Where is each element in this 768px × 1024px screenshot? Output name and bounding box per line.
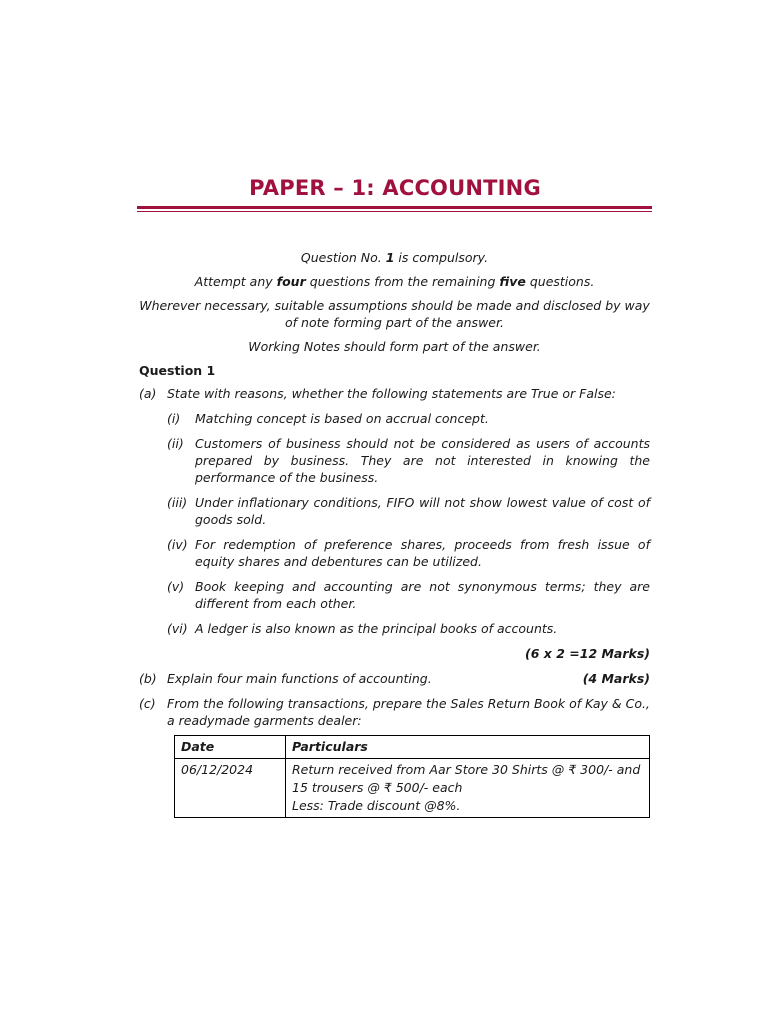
title-rule-thin bbox=[137, 211, 652, 212]
table-row bbox=[175, 759, 650, 818]
document-body bbox=[139, 249, 650, 818]
page-title: PAPER – 1: ACCOUNTING bbox=[249, 176, 541, 200]
part-a bbox=[139, 385, 650, 402]
statement-text: Under inflationary conditions, FIFO will not show lowest value of cost of goods sold. bbox=[195, 495, 650, 527]
statement-label: (i) bbox=[167, 411, 181, 426]
statement-item bbox=[167, 494, 650, 528]
header-particulars: Particulars bbox=[286, 736, 650, 759]
part-b-text: Explain four main functions of accounting. bbox=[167, 671, 432, 686]
statement-item bbox=[167, 620, 650, 637]
statement-label: (v) bbox=[167, 579, 185, 594]
statement-text: Customers of business should not be considered as users of accounts prepared by business. They are not interested in knowing the performance of the business. bbox=[195, 436, 650, 485]
statement-label: (vi) bbox=[167, 621, 188, 636]
part-b-label: (b) bbox=[139, 671, 157, 686]
statement-item bbox=[167, 435, 650, 486]
statement-label: (iv) bbox=[167, 537, 188, 552]
statement-text: Book keeping and accounting are not synonymous terms; they are different from each other. bbox=[195, 579, 650, 611]
instruction-compulsory: Question No. 1 is compulsory. bbox=[300, 250, 489, 265]
part-a-marks: (6 x 2 =12 Marks) bbox=[525, 646, 650, 661]
table-header-row bbox=[175, 736, 650, 759]
part-b bbox=[139, 670, 650, 687]
instruction-assumptions: Wherever necessary, suitable assumptions should be made and disclosed by way of note forming part of the answer. bbox=[139, 298, 650, 330]
statement-item bbox=[167, 578, 650, 612]
particulars-line: Return received from Aar Store 30 Shirts @ ₹ 300/- and 15 trousers @ ₹ 500/- each bbox=[292, 762, 641, 795]
particulars-discount: Less: Trade discount @8%. bbox=[292, 798, 461, 813]
part-a-label: (a) bbox=[139, 386, 157, 401]
statement-label: (iii) bbox=[167, 495, 188, 510]
part-c bbox=[139, 695, 650, 729]
statement-text: A ledger is also known as the principal books of accounts. bbox=[195, 621, 558, 636]
cell-date: 06/12/2024 bbox=[175, 759, 286, 818]
question-heading: Question 1 bbox=[139, 363, 216, 378]
statement-text: For redemption of preference shares, proceeds from fresh issue of equity shares and debentures can be utilized. bbox=[195, 537, 650, 569]
instruction-attempt: Attempt any four questions from the remaining five questions. bbox=[194, 274, 595, 289]
statement-label: (ii) bbox=[167, 436, 184, 451]
instruction-working-notes: Working Notes should form part of the answer. bbox=[248, 339, 541, 354]
statement-item bbox=[167, 536, 650, 570]
header-date: Date bbox=[175, 736, 286, 759]
statement-text: Matching concept is based on accrual concept. bbox=[195, 411, 489, 426]
part-b-marks: (4 Marks) bbox=[582, 671, 650, 686]
statement-item bbox=[167, 410, 650, 427]
title-rule-thick bbox=[137, 206, 652, 209]
cell-particulars bbox=[286, 759, 650, 818]
part-a-text: State with reasons, whether the following statements are True or False: bbox=[167, 386, 616, 401]
part-c-text: From the following transactions, prepare the Sales Return Book of Kay & Co., a readymade garments dealer: bbox=[167, 696, 650, 728]
part-c-label: (c) bbox=[139, 696, 156, 711]
sales-return-table bbox=[174, 735, 650, 818]
